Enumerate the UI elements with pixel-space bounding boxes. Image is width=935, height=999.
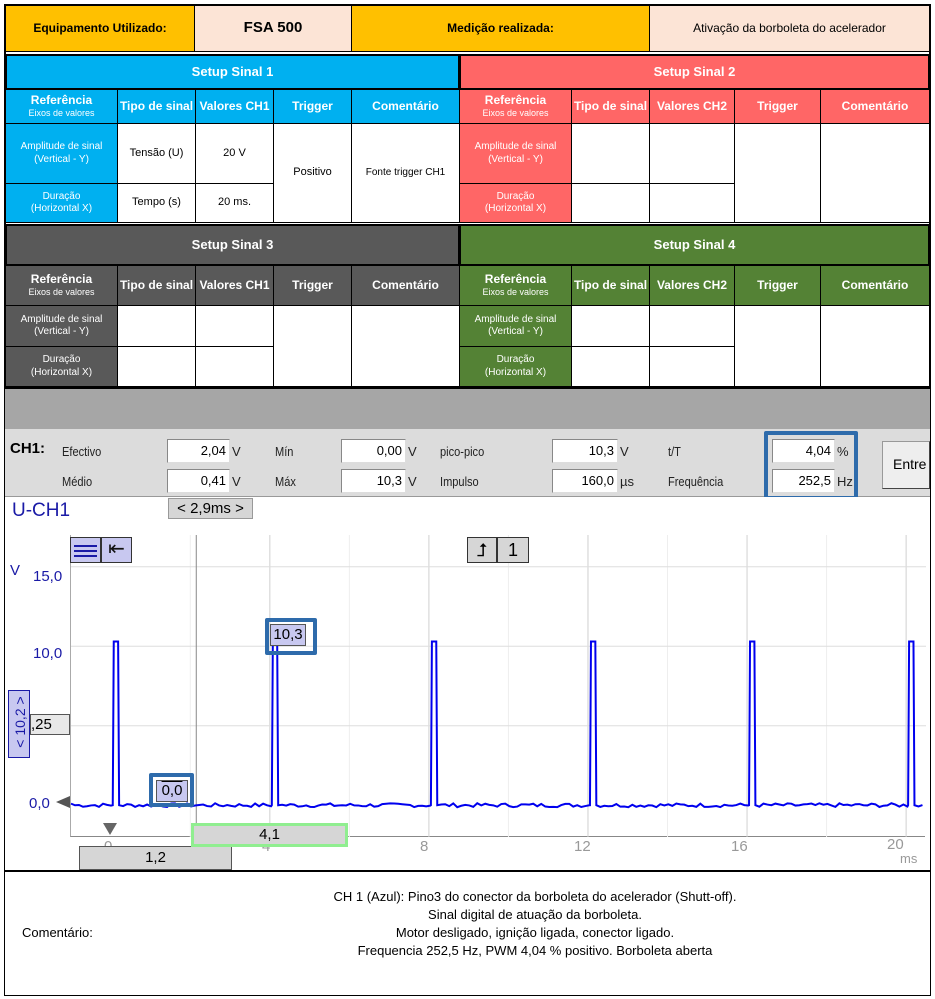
max-label: Máx (275, 474, 296, 489)
freq-unit: Hz (837, 474, 853, 489)
setup4-amp-valor (649, 305, 735, 347)
impulso-value: 160,0 (552, 469, 618, 493)
setup2-amp-label (459, 123, 572, 184)
medio-unit: V (232, 474, 241, 489)
setup1-trigger-header: Trigger (273, 89, 352, 124)
ref-sub: Eixos de valores (482, 108, 549, 119)
max-unit: V (408, 474, 417, 489)
medio-label: Médio (62, 474, 93, 489)
ch1-trace (71, 641, 922, 807)
trigger-edge-icon[interactable]: ⮥ (467, 537, 497, 563)
setup3-dur-label (5, 346, 118, 387)
setup3-amp-label (5, 305, 118, 347)
v-range-badge[interactable] (8, 690, 30, 758)
pp-label: pico-pico (440, 444, 485, 459)
setup3-dur-tipo (117, 346, 196, 387)
ref-sub: Eixos de valores (28, 108, 95, 119)
efectivo-label: Efectivo (62, 444, 102, 459)
x-tick-12: 12 (574, 838, 591, 855)
zero-marker-icon[interactable] (56, 796, 70, 808)
setup4-valores-header: Valores CH2 (649, 265, 735, 306)
setup1-dur-valor: 20 ms. (195, 183, 274, 223)
ref-title: Referência (30, 93, 93, 108)
setup3-comentario (351, 305, 460, 387)
setup3-trigger (273, 305, 352, 387)
cursor-top-value[interactable]: 10,3 (270, 624, 306, 646)
dur-title: Duração (496, 354, 535, 365)
equip-label: Equipamento Utilizado: (5, 5, 195, 52)
freq-value: 252,5 (772, 469, 835, 493)
collapse-left-icon[interactable]: ⇤ (101, 537, 132, 563)
setup1-title: Setup Sinal 1 (5, 54, 460, 90)
y-tick-10: 10,0 (33, 645, 63, 662)
setup4-comentario-header: Comentário (820, 265, 930, 306)
scope-title: U-CH1 (12, 500, 71, 521)
dur-sub: (Horizontal X) (484, 203, 547, 214)
cursor-bottom-highlight (149, 773, 194, 807)
amp-title: Amplitude de sinal (474, 313, 557, 325)
setup2-dur-valor (649, 183, 735, 223)
comment-line-3: Motor desligado, ignição ligada, conector ligado. (395, 925, 675, 940)
max-value: 10,3 (341, 469, 406, 493)
setup1-dur-tipo: Tempo (s) (117, 183, 196, 223)
setup2-trigger (734, 123, 821, 223)
setup3-amp-valor (195, 305, 274, 347)
setup1-amp-label (5, 123, 118, 184)
setup2-amp-valor (649, 123, 735, 184)
setup2-title: Setup Sinal 2 (459, 54, 930, 90)
efectivo-unit: V (232, 444, 241, 459)
setup4-tipo-header: Tipo de sinal (571, 265, 650, 306)
trigger-channel-badge[interactable]: 1 (497, 537, 529, 563)
setup1-tipo-header: Tipo de sinal (117, 89, 196, 124)
bottom-value-box-1[interactable]: 4,1 (191, 823, 348, 847)
setup3-title: Setup Sinal 3 (5, 224, 460, 266)
comment-line-1: CH 1 (Azul): Pino3 do conector da borboleta do acelerador (Shutt-off). (333, 889, 737, 904)
equip-value: FSA 500 (194, 5, 352, 52)
setup2-tipo-header: Tipo de sinal (571, 89, 650, 124)
min-label: Mín (275, 444, 294, 459)
impulso-label: Impulso (440, 474, 479, 489)
v-range-label: < 10,2 > (12, 696, 28, 748)
setup3-amp-tipo (117, 305, 196, 347)
min-value: 0,00 (341, 439, 406, 463)
setup2-amp-tipo (571, 123, 650, 184)
measure-label: Medição realizada: (351, 5, 650, 52)
setup4-amp-tipo (571, 305, 650, 347)
setup2-valores-header: Valores CH2 (649, 89, 735, 124)
side-value-box[interactable]: ,25 (30, 714, 70, 735)
setup2-comentario (820, 123, 930, 223)
medio-value: 0,41 (167, 469, 230, 493)
x-tick-20: 20 (887, 836, 904, 853)
ref-title: Referência (484, 93, 547, 108)
dur-title: Duração (42, 190, 81, 202)
x-tick-16: 16 (731, 838, 748, 855)
tT-label: t/T (668, 444, 681, 459)
freq-label: Frequência (668, 474, 724, 489)
plot-area (70, 535, 925, 837)
grey-band (5, 387, 930, 429)
ref-sub: Eixos de valores (482, 287, 549, 298)
tT-freq-highlight (764, 431, 858, 500)
waveform-svg (71, 535, 926, 837)
pp-value: 10,3 (552, 439, 618, 463)
setup2-dur-label (459, 183, 572, 223)
setup4-trigger (734, 305, 821, 387)
setup4-dur-tipo (571, 346, 650, 387)
setup4-trigger-header: Trigger (734, 265, 821, 306)
x-unit-label: ms (900, 851, 918, 866)
ref-sub: Eixos de valores (28, 287, 95, 298)
enter-button[interactable]: Entre (882, 441, 930, 489)
dur-title: Duração (42, 354, 81, 365)
setup1-amp-valor: 20 V (195, 123, 274, 184)
channel-label: CH1: (10, 440, 46, 457)
y-tick-0: 0,0 (29, 795, 50, 812)
amp-sub: (Vertical - Y) (34, 326, 89, 337)
amp-title: Amplitude de sinal (20, 313, 103, 325)
setup4-dur-valor (649, 346, 735, 387)
setup2-comentario-header: Comentário (820, 89, 930, 124)
y-unit-label: V (10, 562, 21, 579)
setup2-dur-tipo (571, 183, 650, 223)
setup3-tipo-header: Tipo de sinal (117, 265, 196, 306)
impulso-unit: µs (620, 474, 634, 489)
x-tick-8: 8 (420, 838, 429, 855)
setup4-ref-header (459, 265, 572, 306)
setup4-dur-label (459, 346, 572, 387)
dur-sub: (Horizontal X) (30, 203, 93, 214)
setup1-trigger: Positivo (273, 123, 352, 223)
setup2-trigger-header: Trigger (734, 89, 821, 124)
setup4-amp-label (459, 305, 572, 347)
measure-value: Ativação da borboleta do acelerador (649, 5, 930, 52)
pp-unit: V (620, 444, 629, 459)
setup3-trigger-header: Trigger (273, 265, 352, 306)
amp-sub: (Vertical - Y) (34, 153, 89, 165)
setup4-title: Setup Sinal 4 (459, 224, 930, 266)
ref-title: Referência (484, 272, 547, 287)
setup1-ref-header (5, 89, 118, 124)
min-unit: V (408, 444, 417, 459)
amp-title: Amplitude de sinal (20, 141, 103, 152)
comment-line-2: Sinal digital de atuação da borboleta. (428, 907, 642, 922)
setup1-valores-header: Valores CH1 (195, 89, 274, 124)
grid (71, 535, 926, 837)
comment-line-4: Frequencia 252,5 Hz, PWM 4,04 % positivo. Borboleta aberta (357, 943, 713, 958)
dur-sub: (Horizontal X) (30, 366, 93, 378)
amp-sub: (Vertical - Y) (488, 326, 543, 337)
setup3-valores-header: Valores CH1 (195, 265, 274, 306)
y-tick-15: 15,0 (33, 568, 63, 585)
ref-title: Referência (30, 272, 93, 287)
efectivo-value: 2,04 (167, 439, 230, 463)
setup1-comentario-header: Comentário (351, 89, 460, 124)
setup1-dur-label (5, 183, 118, 223)
setup3-dur-valor (195, 346, 274, 387)
dur-title: Duração (496, 190, 535, 202)
setup3-ref-header (5, 265, 118, 306)
setup2-ref-header (459, 89, 572, 124)
comment-text (230, 888, 920, 960)
tT-unit: % (837, 444, 849, 459)
cursor-delta-label[interactable]: < 2,9ms > (168, 498, 253, 519)
tT-value: 4,04 (772, 439, 835, 463)
cursor-bottom-value[interactable]: 0,0 (156, 780, 188, 802)
trigger-marker-icon[interactable] (103, 823, 117, 835)
setup1-amp-tipo: Tensão (U) (117, 123, 196, 184)
menu-lines-icon[interactable] (70, 537, 101, 563)
comment-label: Comentário: (22, 925, 93, 940)
setup4-comentario (820, 305, 930, 387)
bottom-value-box-2[interactable]: 1,2 (79, 846, 232, 870)
dur-sub: (Horizontal X) (484, 366, 547, 378)
setup3-comentario-header: Comentário (351, 265, 460, 306)
amp-sub: (Vertical - Y) (488, 153, 543, 165)
amp-title: Amplitude de sinal (474, 141, 557, 152)
cursor-top-highlight (265, 618, 317, 655)
setup1-comentario: Fonte trigger CH1 (351, 123, 460, 223)
